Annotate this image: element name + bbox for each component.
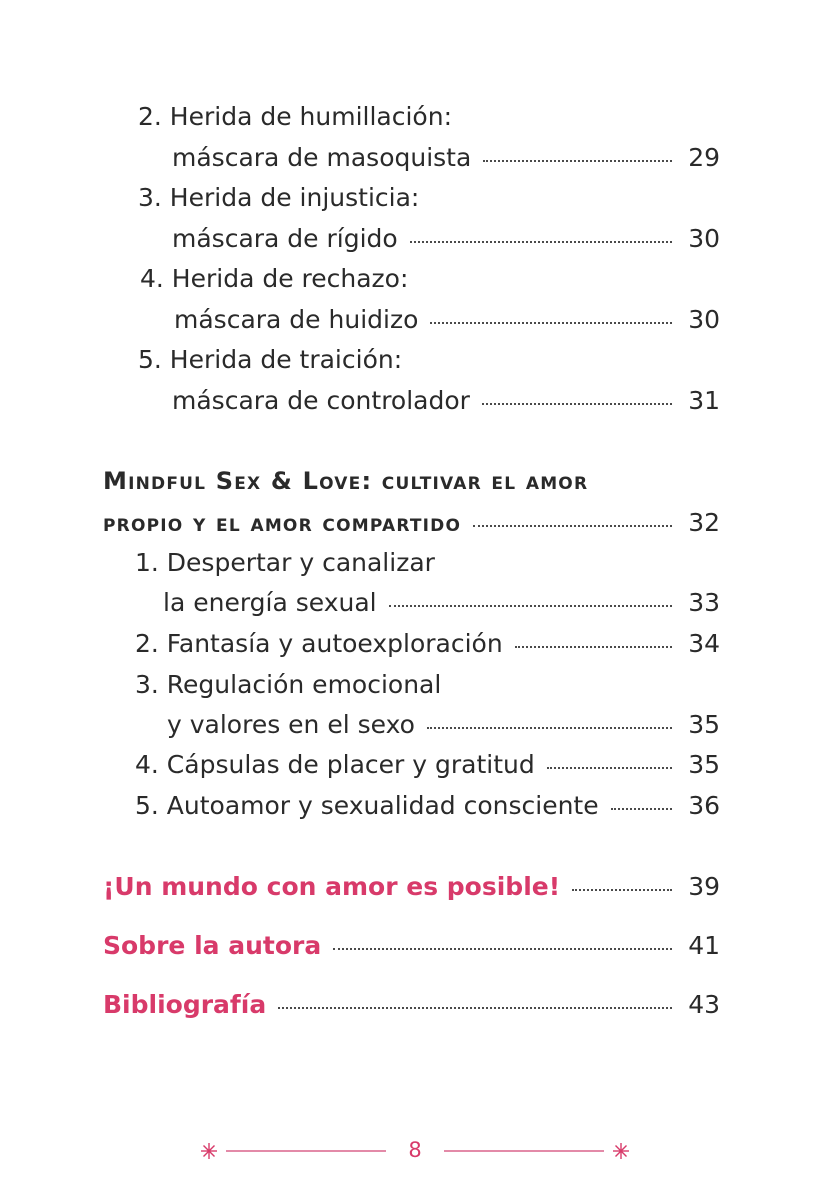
toc-chapter-entry[interactable] xyxy=(103,992,720,1017)
page-number: 43 xyxy=(688,990,720,1019)
sparkle-icon xyxy=(610,1140,632,1162)
toc-item-subtitle: y valores en el sexo xyxy=(167,710,415,739)
toc-chapter-entry[interactable] xyxy=(103,874,720,899)
dot-leader xyxy=(483,160,672,162)
toc-item-entry[interactable] xyxy=(135,793,720,818)
toc-chapter-entry[interactable] xyxy=(103,933,720,958)
page-footer xyxy=(198,1136,632,1166)
toc-item-title-text: 3. Herida de injusticia: xyxy=(138,183,420,212)
toc-item-title-text: 4. Cápsulas de placer y gratitud xyxy=(135,750,535,779)
dot-leader xyxy=(430,322,672,324)
page-number: 33 xyxy=(688,588,720,617)
page-number: 29 xyxy=(688,143,720,172)
chapter-title: Bibliografía xyxy=(103,990,267,1019)
toc-item-title-text: 2. Herida de humillación: xyxy=(138,102,452,131)
page-number: 30 xyxy=(688,224,720,253)
page-number: 41 xyxy=(688,931,720,960)
toc-item-entry[interactable] xyxy=(172,388,720,413)
toc-item-title-text: 2. Fantasía y autoexploración xyxy=(135,629,503,658)
toc-item-entry[interactable] xyxy=(172,145,720,170)
dot-leader xyxy=(410,241,672,243)
toc-item-subtitle: máscara de huidizo xyxy=(174,305,419,334)
footer-rule-left xyxy=(226,1150,386,1152)
toc-item-entry[interactable] xyxy=(135,752,720,777)
chapter-title: Sobre la autora xyxy=(103,931,322,960)
footer-page-number: 8 xyxy=(408,1138,422,1162)
toc-item-entry[interactable] xyxy=(135,631,720,656)
toc-item-entry[interactable] xyxy=(174,307,720,332)
toc-item-title-text: 3. Regulación emocional xyxy=(135,670,442,699)
section-heading-line1 xyxy=(103,469,588,493)
section-heading-text: Mindful Sex & Love: cultivar el amor xyxy=(103,467,589,495)
dot-leader xyxy=(482,403,672,405)
toc-item-title-text: 5. Herida de traición: xyxy=(138,345,403,374)
dot-leader xyxy=(473,525,672,527)
toc-item-title xyxy=(138,185,419,210)
page-number: 30 xyxy=(688,305,720,334)
toc-item-entry[interactable] xyxy=(163,590,720,615)
toc-item-title xyxy=(140,266,408,291)
dot-leader xyxy=(278,1007,672,1009)
dot-leader xyxy=(427,727,672,729)
dot-leader xyxy=(389,605,672,607)
toc-item-subtitle: máscara de masoquista xyxy=(172,143,472,172)
toc-item-title xyxy=(138,104,452,129)
toc-item-title xyxy=(135,672,441,697)
dot-leader xyxy=(515,646,672,648)
chapter-title: ¡Un mundo con amor es posible! xyxy=(103,872,561,901)
section-heading-text: propio y el amor compartido xyxy=(103,509,462,537)
toc-item-title-text: 5. Autoamor y sexualidad consciente xyxy=(135,791,599,820)
sparkle-icon xyxy=(198,1140,220,1162)
toc-item-title xyxy=(135,550,435,575)
page-number: 34 xyxy=(688,629,720,658)
toc-item-title-text: 1. Despertar y canalizar xyxy=(135,548,435,577)
section-heading-entry[interactable] xyxy=(103,510,720,535)
toc-item-subtitle: máscara de controlador xyxy=(172,386,470,415)
dot-leader xyxy=(572,889,672,891)
toc-item-entry[interactable] xyxy=(172,226,720,251)
page-number: 36 xyxy=(688,791,720,820)
toc-item-subtitle: máscara de rígido xyxy=(172,224,398,253)
dot-leader xyxy=(333,948,672,950)
toc-item-title-text: 4. Herida de rechazo: xyxy=(140,264,409,293)
page-number: 35 xyxy=(688,750,720,779)
dot-leader xyxy=(611,808,672,810)
page-number: 31 xyxy=(688,386,720,415)
dot-leader xyxy=(547,767,672,769)
toc-item-subtitle: la energía sexual xyxy=(163,588,377,617)
page-number: 35 xyxy=(688,710,720,739)
page-number: 39 xyxy=(688,872,720,901)
toc-item-title xyxy=(138,347,402,372)
footer-rule-right xyxy=(444,1150,604,1152)
toc-item-entry[interactable] xyxy=(167,712,720,737)
page-number: 32 xyxy=(688,508,720,537)
